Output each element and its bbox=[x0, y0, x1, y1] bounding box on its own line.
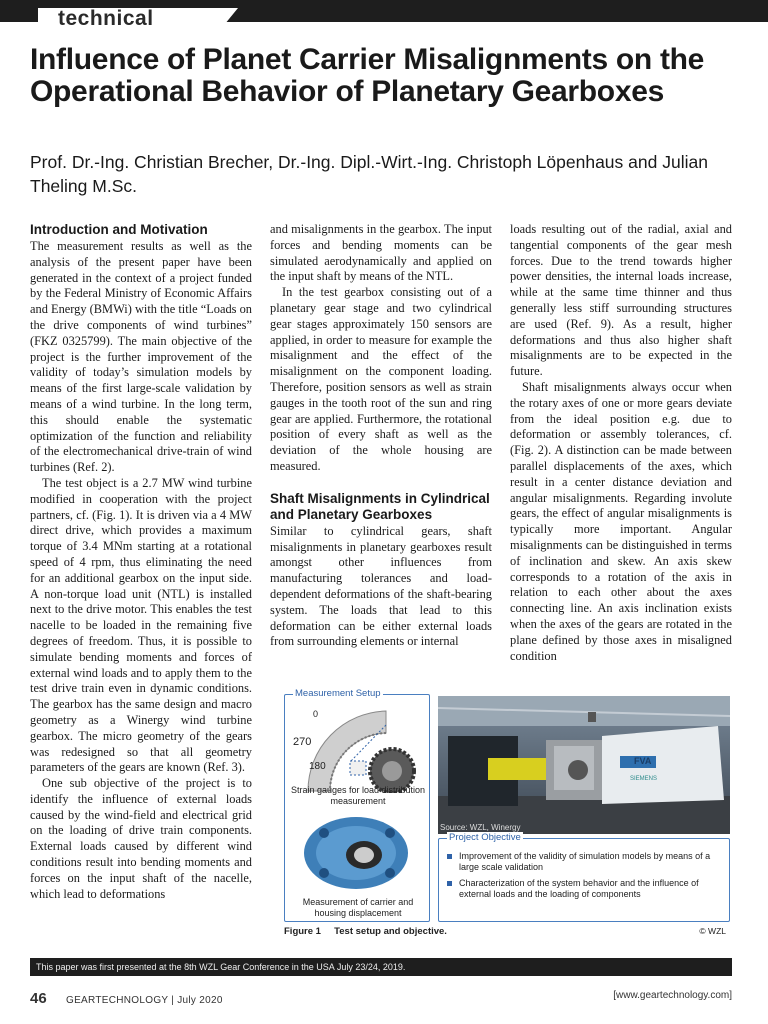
caption-label: Figure 1 bbox=[284, 926, 321, 937]
website-link[interactable]: [www.geartechnology.com] bbox=[613, 990, 732, 1001]
objective-list bbox=[447, 851, 723, 905]
page-number: 46 bbox=[30, 990, 47, 1007]
column-3 bbox=[510, 222, 732, 664]
strain-gauge-label: Strain gauges for load distribution measurement bbox=[290, 785, 426, 806]
page-footer bbox=[30, 990, 732, 1010]
photo-source: Source: WZL, Winergy bbox=[440, 823, 521, 832]
copyright-notice: © WZL bbox=[699, 926, 726, 936]
section-heading-introduction: Introduction and Motivation bbox=[30, 222, 208, 237]
project-objective-heading: Project Objective bbox=[449, 832, 521, 843]
column-1 bbox=[30, 222, 252, 902]
angle-label-180: 180 bbox=[309, 761, 326, 772]
paragraph: The measurement results as well as the analysis of the present paper have been generated in the context of a project funded by the Federal Ministry of Economic Affairs and Energy (BMWi) with the title “Loads on the drive components of wind turbines” (FKZ 0325799). The main objective of the project is the further improvement of the validity of today’s simulation models by means of the first large-scale validation by means of a wind turbine. In the long term, this should enable the systematic optimization of the function and reliability of the electromechanical drive-train of wind turbines (Ref. 2). bbox=[30, 239, 252, 475]
test-rig-image bbox=[438, 696, 730, 834]
article-title: Influence of Planet Carrier Misalignments on the Operational Behavior of Planetary Gearboxes bbox=[30, 43, 705, 108]
measurement-setup-panel bbox=[284, 688, 430, 922]
fva-logo: FVA bbox=[634, 756, 652, 766]
paragraph: In the test gearbox consisting out of a planetary gear stage and two cylindrical gear stages approximately 150 sensors are applied, in order to measure for example the misalignment and the effect of the misalignment on the component loading. Therefore, position sensors as well as strain gauges in the tooth root of the sun and ring gear are applied. Furthermore, the rotational position of every shaft as well as the deviation of the whole housing are measured. bbox=[270, 285, 492, 473]
list-item: Characterization of the system behavior and the influence of external loads and the loading of components bbox=[447, 878, 723, 900]
conference-note: This paper was first presented at the 8th WZL Gear Conference in the USA July 23/24, 2019. bbox=[30, 958, 732, 976]
paragraph: Shaft misalignments always occur when the rotary axes of one or more gears deviate from the ideal position e.g. due to deformation or assembly tolerances, cf. (Fig. 2). A distinction can be made between parallel displacements of the axes, which result in a center distance deviation and angular misalignments. Regarding involute gears, the effect of angular misalignments is typically more important. Angular misalignments can be distinguished in terms of inclination and skew. An axis skew corresponds to a rotation of the axis in relation to each other about the axes connecting line. An axis inclination exists when the axes of the gears are rotated in the plane defined by those axes in misaligned condition bbox=[510, 379, 732, 663]
figure-caption bbox=[284, 926, 732, 937]
magazine-issue: GEARTECHNOLOGY | July 2020 bbox=[66, 995, 223, 1006]
project-objective-panel bbox=[438, 832, 730, 922]
column-2 bbox=[270, 222, 492, 650]
siemens-logo: SIEMENS bbox=[630, 776, 658, 782]
paragraph: Similar to cylindrical gears, shaft misalignments in planetary gearboxes result amongst other influences from manufacturing tolerances and load-dependent deformations of the shaft-bearing system. The loads that lead to this deformation can be either external loads from surrounding elements or internal bbox=[270, 523, 492, 649]
angle-label-270: 270 bbox=[293, 736, 312, 748]
section-label: technical bbox=[58, 7, 154, 30]
carrier-displacement-label: Measurement of carrier and housing displacement bbox=[302, 897, 414, 918]
planet-carrier-illustration bbox=[286, 811, 429, 893]
angle-label-0: 0 bbox=[313, 709, 319, 719]
paragraph: One sub objective of the project is to identify the influence of external loads caused by the wind-field and electrical grid on the loading of drive train components. External loads caused by different wind conditions result into bending moments and forces on the input shaft of the nacelle, which lead to deformations bbox=[30, 776, 252, 901]
paragraph: The test object is a 2.7 MW wind turbine modified in cooperation with the project partners, cf. (Fig. 1). It is driven via a 4 MW direct drive, which provides a maximum torque of 3.4 MNm starting at a rotational speed of 4 rpm, thus eliminating the need for an additional gearbox on the input side. A non-torque load unit (NTL) is installed next to the drive motor. This enables the test nacelle to be loaded in the remaining five degrees of freedom. Thus, it is possible to simulate bending moments and forces of external wind loads and to apply them to the test drive train even in dynamic conditions. The gearbox has the same design and macro geometry as a Winergy wind turbine gearbox. The micro geometry of the gears was redesigned so that all geometry parameters of the gears are known (Ref. 3). bbox=[30, 475, 252, 775]
list-item: Improvement of the validity of simulation models by means of a large scale validation bbox=[447, 851, 723, 873]
paragraph: loads resulting out of the radial, axial and tangential components of the gear mesh forces. Due to the trend towards higher power densities, the internal loads increase, while at the same time thinner and thus generally less stiff surrounding structures are used (Ref. 9). As a result, higher deformations and thus also higher shaft misalignments are to be expected in the future. bbox=[510, 222, 732, 379]
figure-1 bbox=[284, 688, 732, 924]
measurement-setup-heading: Measurement Setup bbox=[295, 688, 381, 699]
section-heading-shaft-misalignments: Shaft Misalignments in Cylindrical and Planetary Gearboxes bbox=[270, 490, 490, 522]
caption-text: Test setup and objective. bbox=[334, 926, 447, 937]
test-rig-photo bbox=[438, 696, 730, 834]
author-line: Prof. Dr.-Ing. Christian Brecher, Dr.-Ing. Dipl.-Wirt.-Ing. Christoph Löpenhaus and Julian Theling M.Sc. bbox=[30, 152, 708, 196]
paragraph: and misalignments in the gearbox. The input forces and bending moments can be simulated aerodynamically and applied on the input shaft by means of the NTL. bbox=[270, 222, 492, 284]
